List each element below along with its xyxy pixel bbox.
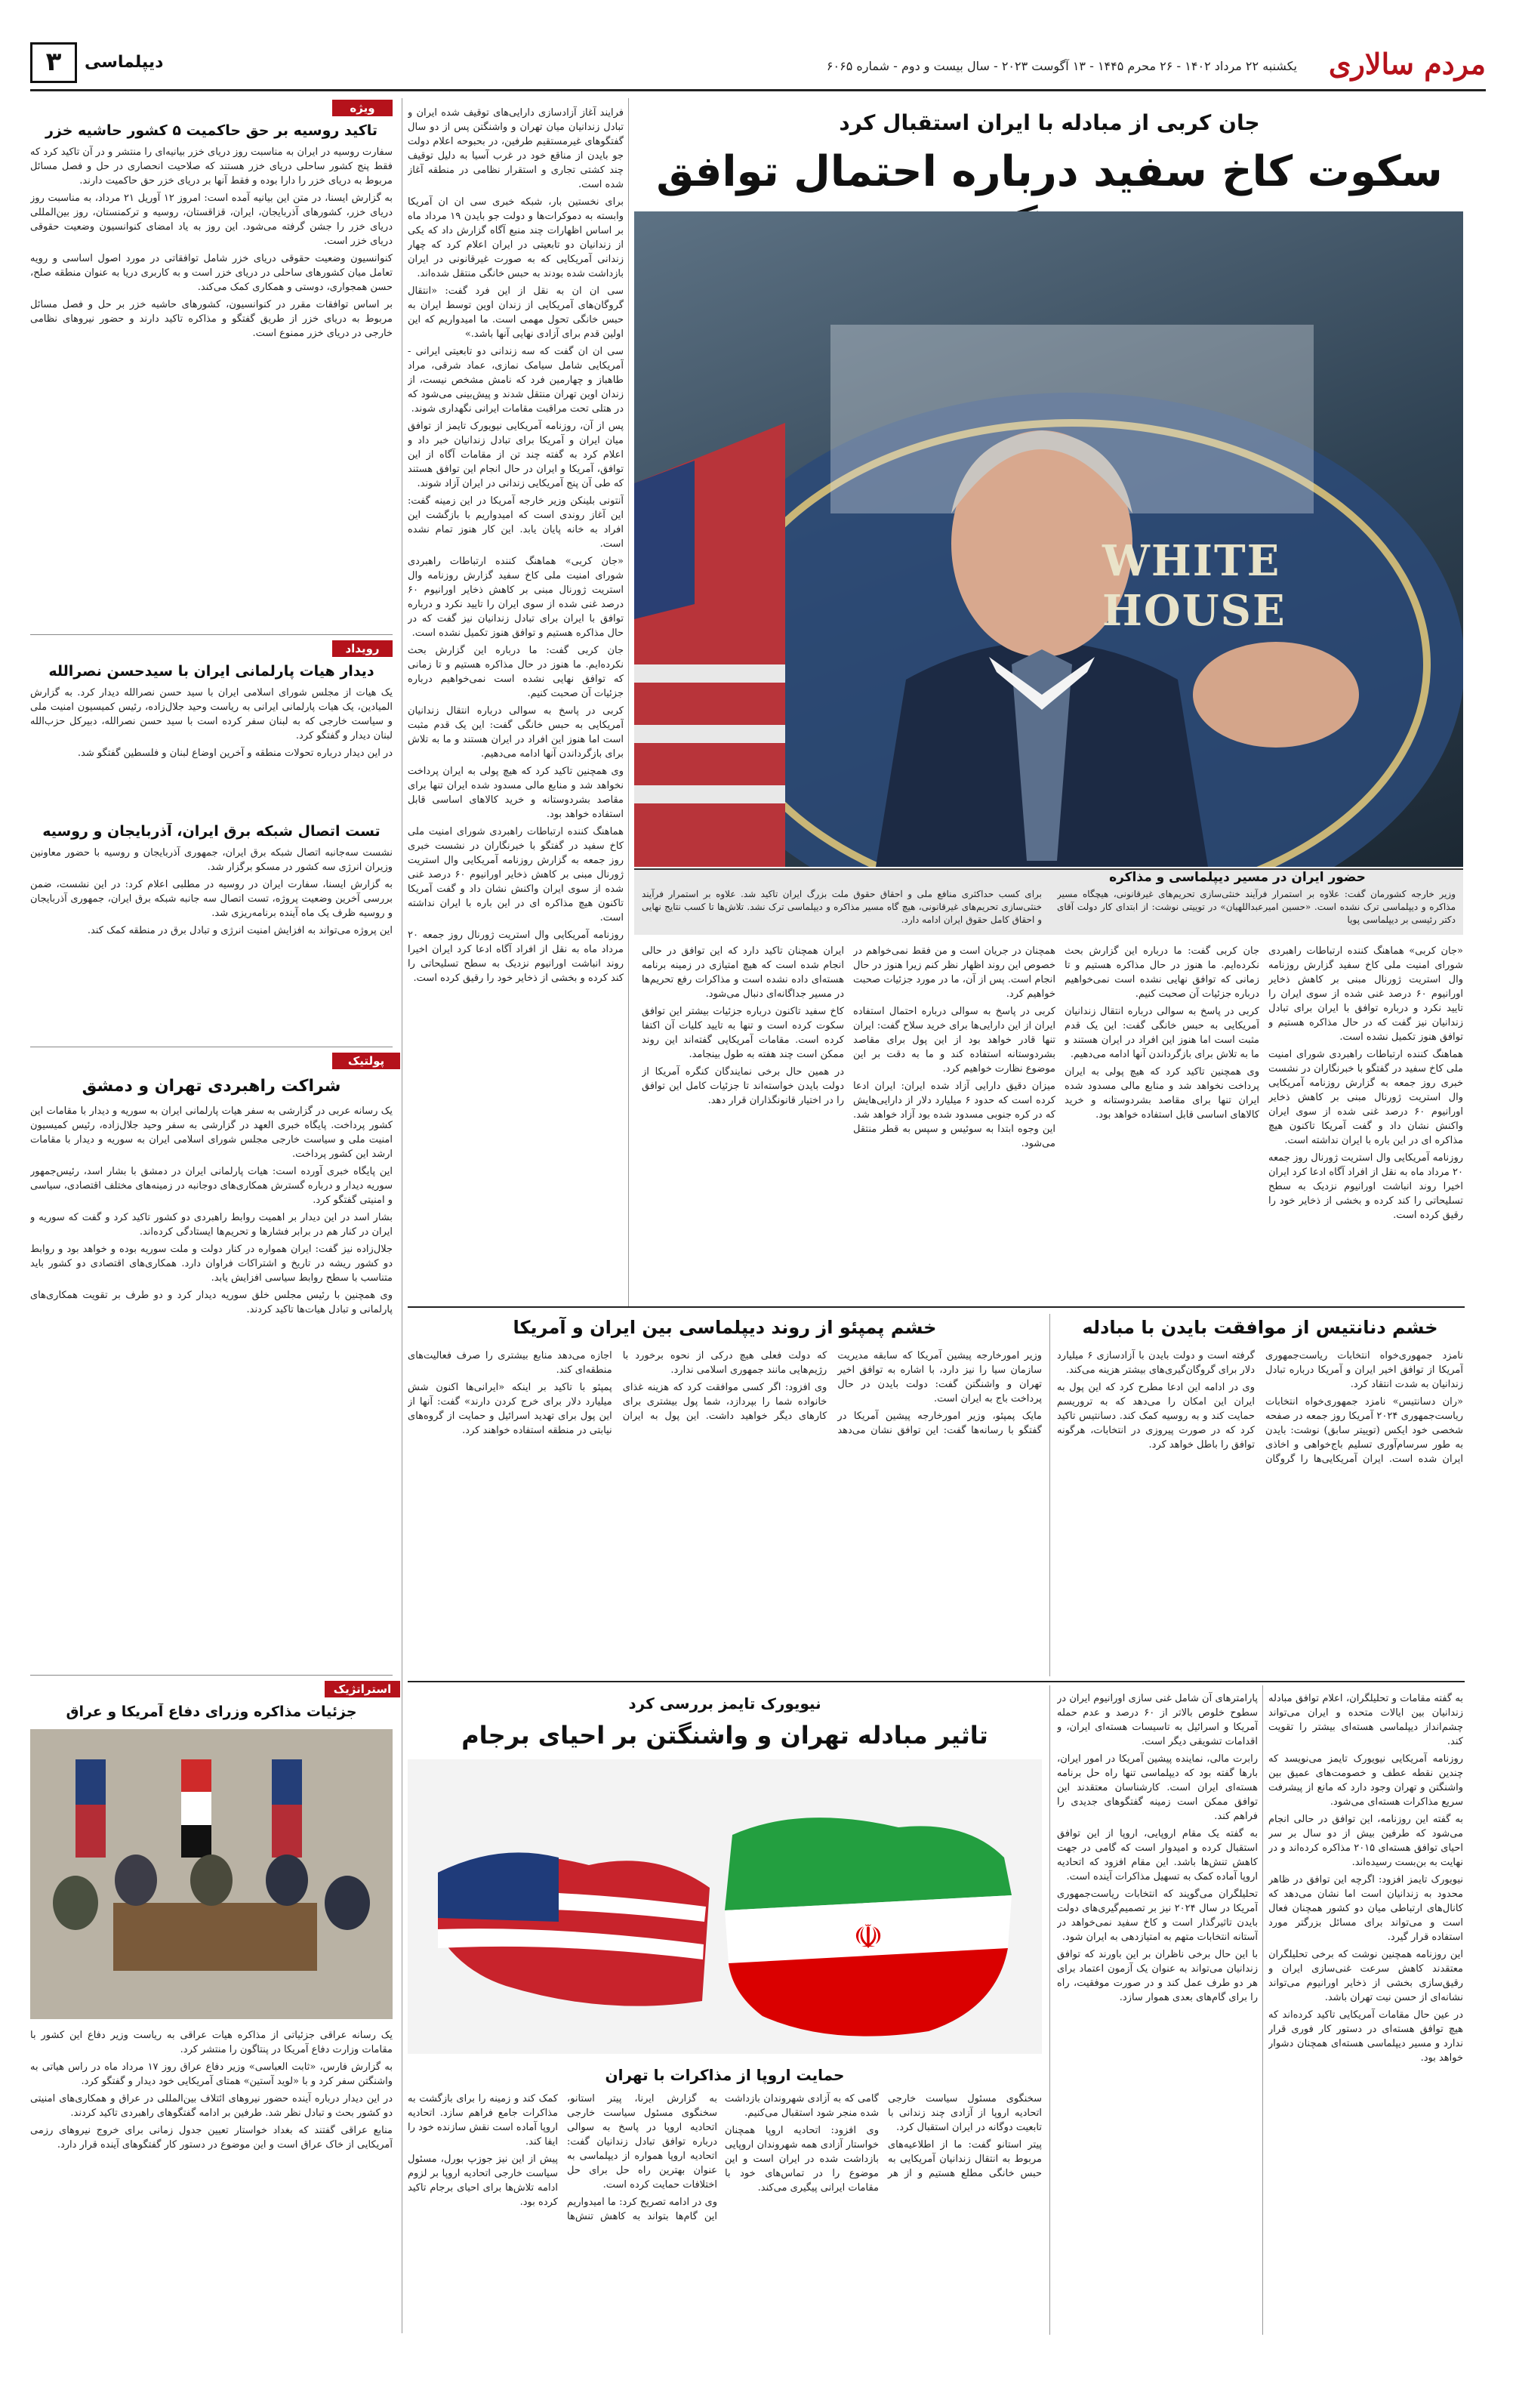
section3-subtitle: حمایت اروپا از مذاکرات با تهران [605, 2066, 845, 2084]
sidebar-para: منابع عراقی گفتند که بغداد خواستار تعیین جدول زمانی برای خروج نیروهای رزمی آمریکایی از خاک عراق است و این موضوع در دستور کار گفتگوهای آینده قرار دارد. [30, 2125, 393, 2151]
sidebar-para: نشست سه‌جانبه اتصال شبکه برق ایران، جمهوری آذربایجان و روسیه با حضور معاونین وزیران انرژی سه کشور در مسکو برگزار شد. [30, 847, 393, 873]
section3-para: به گفته این روزنامه، این توافق در حالی انجام می‌شود که طرفین بیش از دو سال بر سر احیای توافق هسته‌ای ۲۰۱۵ مذاکره کرده‌اند و در نهایت به بن‌بست رسیده‌اند. [1268, 1814, 1463, 1868]
sidebar-kicker-5: استراتژیک [325, 1681, 400, 1697]
lead-body-col-3 [853, 944, 1055, 1299]
sidebar-para: بشار اسد در این دیدار بر اهمیت روابط راهبردی دو کشور تاکید کرد و گفت که سوریه و ایران در کنار هم در برابر فشارها و تحریم‌ها ایستادگی کرده‌اند. [30, 1212, 393, 1238]
sidebar-para: این پایگاه خبری آورده است: هیات پارلمانی ایران در دمشق با بشار اسد، رئیس‌جمهور سوریه دیدار و درباره گسترش همکاری‌های دوجانبه در زمینه‌های مختلف اقتصادی، سیاسی و امنیتی گفتگو کرد. [30, 1166, 393, 1206]
sidebar-body-4 [30, 1104, 393, 1663]
usa-flag-map [438, 1852, 710, 2006]
lead-para: ایران همچنان تاکید دارد که این توافق در حالی انجام شده است که هیچ امتیازی در زمینه برنامه هسته‌ای داده نشده است و مذاکرات رفع تحریم‌ها در مسیر جداگانه‌ای دنبال می‌شود. [642, 945, 844, 1000]
lead-side-col-a [408, 106, 624, 1299]
dateline: یکشنبه ۲۲ مرداد ۱۴۰۲ - ۲۶ محرم ۱۴۴۵ - ۱۳ آگوست ۲۰۲۳ - سال بیست و دوم - شماره ۶۰۶۵ [826, 59, 1297, 73]
section2-para: وی افزود: اگر کسی موافقت کرد که هزینه غذای خانواده شما را بپردازد، شما پول بیشتری برای کارهای دیگر خواهید داشت. این پول به ایران اجازه می‌دهد منابع بیشتری را صرف فعالیت‌های منطقه‌ای کند. [408, 1350, 827, 1422]
section3-para: وی افزود: اتحادیه اروپا همچنان خواستار آزادی همه شهروندان اروپایی بازداشت شده در ایران است و این موضوع را در تماس‌های خود با مقامات ایرانی پیگیری می‌کند. [725, 2125, 879, 2194]
lead-para: برای نخستین بار، شبکه خبری سی ان ان آمریکا وابسته به دموکرات‌ها و دولت جو بایدن ۱۹ مرداد ماه بر اساس اظهارات چند منبع آگاه گزارش داد که یکی از زندانیان دو تابعیتی در ایران اعلام کرد که چهار زندانی آمریکایی که به صورت غیرقانونی در ایران بازداشت شده بودند به حبس خانگی منتقل شده‌اند. [408, 196, 624, 279]
lead-body-col-2 [1065, 944, 1259, 1299]
lead-title: سکوت کاخ سفید درباره احتمال توافق [656, 147, 1443, 196]
lead-para: همچنان در جریان است و من فقط نمی‌خواهم در خصوص این روند اظهار نظر کنم زیرا هنوز در حال انجام است. پس از آن، ما در مورد جزئیات صحبت خواهیم کرد. [853, 945, 1055, 1000]
lead-caption-right: وزیر خارجه کشورمان گفت: علاوه بر استمرار فرآیند خنثی‌سازی تحریم‌های غیرقانونی، هیچگاه مسیر مذاکره و دیپلماسی ترک نشده است. «حسین امیرعبداللهیان» در توییتی نوشت: از ابتدای کار دولت آقای دکتر رئیسی بر دیپلماسی پویا [1057, 889, 1456, 925]
newspaper-logo: مردم سالاری [1328, 47, 1486, 81]
page-number: ۳ [30, 42, 77, 83]
sidebar-para: به گزارش فارس، «ثابت العباسی» وزیر دفاع عراق روز ۱۷ مرداد ماه در راس هیاتی به واشنگتن سفر کرد و با «لوید آستین» همتای آمریکایی خود دیدار و گفتگو کرد. [30, 2061, 393, 2087]
sidebar-rule [30, 1675, 393, 1676]
header-rule [30, 89, 1486, 91]
lead-para: پس از آن، روزنامه آمریکایی نیویورک تایمز از توافق میان ایران و آمریکا برای تبادل زندانیان خبر داد و اعلام کرد به گفته چند تن از مقامات آگاه از این توافق، آمریکا و ایران در حال انجام این توافق هستند که طی آن پنج آمریکایی زندانی در ایران آزاد شوند. [408, 421, 624, 489]
lead-para: هماهنگ کننده ارتباطات راهبردی شورای امنیت ملی کاخ سفید در گفتگو با خبرنگاران در نشست خبری روز جمعه به گزارش روزنامه آمریکایی وال استریت ژورنال مبنی بر کاهش ذخایر اورانیوم ۶۰ درصد غنی شده از سوی ایران واکنش نشان داد و گفت آمریکا تاکنون هیچ مذاکره ای در این باره با ایران نداشته است. [1268, 1049, 1463, 1146]
section2-para: مایک پمپئو، وزیر امورخارجه پیشین آمریکا در گفتگو با رسانه‌ها گفت: این توافق نشان می‌دهد که دولت فعلی هیچ درکی از نحوه برخورد با رژیم‌هایی مانند جمهوری اسلامی ندارد. [622, 1350, 1042, 1436]
section2-mid-title: خشم پمپئو از روند دیپلماسی بین ایران و آمریکا [513, 1317, 937, 1338]
iran-usa-flags-image [408, 1759, 1042, 2054]
sidebar-para: جلال‌زاده نیز گفت: ایران همواره در کنار دولت و ملت سوریه بوده و خواهد بود و روابط دو کشور ریشه در تاریخ و اشتراکات فراوان دارد. همکاری‌های اقتصادی دو کشور باید متناسب با سطح روابط سیاسی افزایش یابد. [30, 1244, 393, 1284]
section3-para: با این حال برخی ناظران بر این باورند که توافق زندانیان می‌تواند به عنوان یک آزمون اعتماد برای هر دو طرف عمل کند و در صورت موفقیت، راه را برای گام‌های بعدی هموار سازد. [1057, 1949, 1258, 2003]
sidebar-title-2: دیدار هیات پارلمانی ایران با سیدحسن نصرالله [48, 663, 374, 680]
section3-para: به گفته مقامات و تحلیلگران، اعلام توافق مبادله زندانیان بین ایالات متحده و ایران می‌تواند چشم‌انداز دیپلماسی هسته‌ای بیشتر را تقویت کند. [1268, 1693, 1463, 1747]
lead-para: جان کربی گفت: ما درباره این گزارش بحث نکرده‌ایم. ما هنوز در حال مذاکره هستیم و تا زمانی که توافق نهایی نشده است نمی‌خواهیم درباره جزئیات آن صحبت کنیم. [1065, 945, 1259, 1000]
section3-right-body [1268, 1691, 1463, 2333]
sidebar-title-4: شراکت راهبردی تهران و دمشق [82, 1077, 341, 1096]
section3-para: سخنگوی مسئول سیاست خارجی اتحادیه اروپا از آزادی چند زندانی با تابعیت دوگانه در ایران استقبال کرد. [888, 2093, 1042, 2133]
sidebar-body-1 [30, 145, 393, 628]
sidebar-para: یک هیات از مجلس شورای اسلامی ایران با سید حسن نصرالله دیدار کرد. به گزارش المیادین، یک هیات پارلمانی ایرانی به ریاست وحید جلال‌زاده، رئیس کمیسیون امنیت ملی و سیاست خارجی که به لبنان سفر کرده است با سید حسن نصرالله، دبیرکل حزب‌الله لبنان دیدار و گفتگو کرد. [30, 687, 393, 742]
lead-para: فرایند آغاز آزادسازی دارایی‌های توقیف شده ایران و تبادل زندانیان میان تهران و واشنگتن پس از دو سال گفتگوهای غیرمستقیم طرفین، در بحبوحه اعلام دولت جو بایدن از مناقع خود در غرب آسیا به دلیل توقیف چند کشتی تجاری و استقرار نظامی در منطقه آغاز شده است. [408, 107, 624, 190]
section3-para: روزنامه آمریکایی نیویورک تایمز می‌نویسد که چندین نقطه عطف و خصومت‌های عمیق بین واشنگتن و تهران وجود دارد که مانع از پیشرفت سریع مذاکرات هسته‌ای می‌شود. [1268, 1753, 1463, 1808]
section3-para: نیویورک تایمز افزود: اگرچه این توافق در ظاهر محدود به زندانیان است اما نشان می‌دهد که کانال‌های ارتباطی میان دو کشور همچنان فعال است و می‌تواند برای مسائل بزرگتر مورد استفاده قرار گیرد. [1268, 1874, 1463, 1943]
sidebar-para: بر اساس توافقات مقرر در کنوانسیون، کشورهای حاشیه خزر بر حل و فصل مسائل مربوط به دریای خزر از طریق گفتگو و مذاکره تاکید دارند و حضور نیروهای نظامی خارجی در دریای خزر ممنوع است. [30, 299, 393, 339]
photo-sign-text: WHITE HOUSE [1102, 536, 1286, 636]
lead-para: در همین حال برخی نمایندگان کنگره آمریکا از دولت بایدن خواسته‌اند تا جزئیات کامل این توافق را در اختیار قانونگذاران قرار دهد. [642, 1066, 844, 1106]
col-divider [1262, 1685, 1263, 2335]
sidebar-para: در این دیدار درباره آینده حضور نیروهای ائتلاف بین‌المللی در عراق و همکاری‌های امنیتی دو کشور بحث و تبادل نظر شد. طرفین بر ادامه گفتگوهای راهبردی تاکید کردند. [30, 2093, 393, 2119]
col-divider [628, 98, 629, 1306]
lead-para: روزنامه آمریکایی وال استریت ژورنال روز جمعه ۲۰ مرداد ماه به نقل از افراد آگاه ادعا کرد ایران اخیرا روند انباشت اورانیوم نزدیک به سطح تسلیحاتی را کند کرده و بخشی از ذخایر خود را رقیق کرده است. [1268, 1152, 1463, 1221]
lead-para: «جان کربی» هماهنگ کننده ارتباطات راهبردی شورای امنیت ملی کاخ سفید گزارش روزنامه وال استریت ژورنال مبنی بر کاهش ذخایر اورانیوم ۶۰ درصد غنی شده از سوی ایران را تایید نکرد و درباره توافق با ایران برای تبادل زندانیان نیز گفت که در حال مذاکره هستیم و توافق هنوز تکمیل نشده است. [408, 556, 624, 639]
lead-caption-left: برای کسب حداکثری منافع ملی و احقاق حقوق ملت بزرگ ایران تاکید شد. علاوه بر استمرار فرآیند خنثی‌سازی تحریم‌های غیرقانونی، هیچ گاه مسیر مذاکره و دیپلماسی ترک نشد. تلاش‌ها تا کسب نتایج نهایی و احقاق کامل حقوق ایران ادامه دارد. [642, 889, 1042, 925]
section3-para: پیش از این نیز جوزپ بورل، مسئول سیاست خارجی اتحادیه اروپا بر لزوم ادامه تلاش‌ها برای احیای برجام تاکید کرده بود. [408, 2154, 558, 2208]
sidebar-para: در این دیدار درباره تحولات منطقه و آخرین اوضاع لبنان و فلسطین گفتگو شد. [77, 748, 393, 759]
section2-para: وزیر امورخارجه پیشین آمریکا که سابقه مدیریت سازمان سیا را نیز دارد، با اشاره به توافق اخیر تهران و واشنگتن گفت: دولت بایدن در حال پرداخت باج به ایران است. [837, 1350, 1042, 1404]
masthead [30, 42, 1486, 85]
lead-kicker: جان کربی از مبادله با ایران استقبال کرد [839, 110, 1260, 135]
section3-para: رابرت مالی، نماینده پیشین آمریکا در امور ایران، بارها گفته بود که دیپلماسی تنها راه حل برنامه هسته‌ای ایران است. کارشناسان معتقدند این توافق ممکن است زمینه گفتگوهای جدیدی را فراهم کند. [1057, 1753, 1258, 1822]
section3-para: به گفته یک مقام اروپایی، اروپا از این توافق استقبال کرده و امیدوار است که گامی در جهت کاهش تنش‌ها باشد. این مقام افزود که اتحادیه اروپا آماده کمک به تسهیل مذاکرات آینده است. [1057, 1828, 1258, 1882]
lead-para: کربی در پاسخ به سوالی درباره احتمال استفاده ایران از این دارایی‌ها برای خرید سلاح گفت: ایران تنها قادر خواهد بود از این پول برای مقاصد بشردوستانه استفاده کند و ما به دقت بر این موضوع نظارت خواهیم کرد. [853, 1006, 1055, 1075]
section2-rule [408, 1306, 1465, 1308]
sidebar-para: یک رسانه عراقی جزئیاتی از مذاکره هیات عراقی به ریاست وزیر دفاع این کشور با مقامات وزارت دفاع آمریکا در پنتاگون را منتشر کرد. [30, 2030, 393, 2055]
col-divider [1049, 1314, 1050, 1676]
sidebar-para: این پروژه می‌تواند به افزایش امنیت انرژی و تبادل برق در منطقه کمک کند. [87, 925, 393, 936]
section2-para: «ران دسانتیس» نامزد جمهوری‌خواه انتخابات ریاست‌جمهوری ۲۰۲۴ آمریکا روز جمعه در صفحه شخصی خود ایکس (توییتر سابق) نوشت: بایدن به طور سرسام‌آوری تسلیم باج‌خواهی و اخاذی ایران شده است. ایران آمریکایی‌ها را گروگان گرفته است و دولت بایدن با آزادسازی ۶ میلیارد دلار برای گروگان‌گیری‌های بیشتر هزینه می‌کند. [1057, 1350, 1463, 1465]
flags-illustration [408, 1759, 1042, 2054]
section3-title: تاثیر مبادله تهران و واشنگتن بر احیای برجام [461, 1721, 988, 1750]
section3-para: پارامترهای آن شامل غنی سازی اورانیوم ایران در سطوح خلوص بالاتر از ۶۰ درصد و عدم حمله آمریکا و اسرائیل به تاسیسات هسته‌ای ایران، و اقدامات تشویقی دیگر است. [1057, 1693, 1258, 1747]
lead-body-col-4 [642, 944, 844, 1299]
lead-para: کاخ سفید تاکنون درباره جزئیات بیشتر این توافق سکوت کرده است و تنها به تایید کلیات آن اکتفا کرده است. مقامات آمریکایی گفته‌اند این روند ممکن است چند هفته به طول بینجامد. [642, 1006, 844, 1060]
sidebar-para: وی همچنین با رئیس مجلس خلق سوریه دیدار کرد و دو طرف بر تقویت همکاری‌های پارلمانی و تبادل هیات‌ها تاکید کردند. [30, 1290, 393, 1315]
section2-right-body [1057, 1349, 1463, 1673]
lead-para: «جان کربی» هماهنگ کننده ارتباطات راهبردی شورای امنیت ملی کاخ سفید گزارش روزنامه وال استریت ژورنال مبنی بر کاهش ذخایر اورانیوم ۶۰ درصد غنی شده از سوی ایران را تایید نکرد و درباره توافق با ایران برای تبادل زندانیان نیز گفت که در حال مذاکره هستیم و توافق هنوز تکمیل نشده است. [1268, 945, 1463, 1043]
lead-body-col-1 [1268, 944, 1463, 1299]
lead-para: آنتونی بلینکن وزیر خارجه آمریکا در این زمینه گفت: این آغاز روندی است که امیدواریم با بازگشت این افراد به خانه پایان یابد. این کار هنوز تمام نشده است. [408, 495, 624, 550]
sidebar-title-1: تاکید روسیه بر حق حاکمیت ۵ کشور حاشیه خزر [45, 122, 378, 139]
lead-caption-title: حضور ایران در مسیر دیپلماسی و مذاکره [1109, 870, 1366, 885]
section2-para: نامزد جمهوری‌خواه انتخابات ریاست‌جمهوری آمریکا از توافق اخیر ایران و آمریکا درباره تبادل زندانیان به شدت انتقاد کرد. [1265, 1350, 1463, 1390]
section2-right-title: خشم دنانتیس از موافقت بایدن با مبادله [1082, 1317, 1438, 1338]
section3-sub-left [408, 2092, 717, 2333]
sidebar-para: سفارت روسیه در ایران به مناسبت روز دریای خزر بیانیه‌ای را منتشر و در آن تاکید کرد که فقط پنج کشور ساحلی دریای خزر هستند که صلاحیت انحصاری در حل و فصل مسائل مربوط به دریای خزر را دارا بوده و فقط آنها بر دریای خزر حق حاکمیت دارند. [30, 146, 393, 187]
lead-para: میزان دقیق دارایی آزاد شده ایران: ایران ادعا کرده است که حدود ۶ میلیارد دلار از دارایی‌هایش که در کره جنوبی مسدود شده بود آزاد خواهد شد. این وجوه ابتدا به سوئیس و سپس به قطر منتقل می‌شود. [853, 1081, 1055, 1149]
lead-photo [634, 211, 1463, 867]
section3-sub-right [725, 2092, 1042, 2333]
section3-para: تحلیلگران می‌گویند که انتخابات ریاست‌جمهوری آمریکا در سال ۲۰۲۴ نیز بر تصمیم‌گیری‌های دولت بایدن تاثیرگذار است و کاخ سفید نمی‌خواهد در آستانه انتخابات متهم به امتیازدهی به ایران شود. [1057, 1888, 1258, 1943]
section3-kicker: نیویورک تایمز بررسی کرد [628, 1694, 821, 1713]
section2-mid-body [408, 1349, 1042, 1673]
sidebar-para: به گزارش ایسنا، سفارت ایران در روسیه در مطلبی اعلام کرد: در این نشست، ضمن بررسی آخرین وضعیت پروژه، تست اتصال سه جانبه شبکه برق ایران، جمهوری آذربایجان و روسیه ظرف یک ماه آینده برنامه‌ریزی شد. [30, 879, 393, 919]
lead-para: روزنامه آمریکایی وال استریت ژورنال روز جمعه ۲۰ مرداد ماه به نقل از افراد آگاه ادعا کرد ایران اخیرا روند انباشت اورانیوم نزدیک به سطح تسلیحاتی را کند کرده و بخشی از ذخایر خود را رقیق کرده است. [408, 930, 624, 984]
lead-para: سی ان ان به نقل از این فرد گفت: «انتقال گروگان‌های آمریکایی از زندان اوین توسط ایران به حبس خانگی تحول مهمی است. ما امیدواریم که این اولین قدم برای آزادی نهایی آنها باشد.» [408, 285, 624, 340]
lead-para: وی همچنین تاکید کرد که هیچ پولی به ایران پرداخت نخواهد شد و منابع مالی مسدود شده ایران تنها برای مقاصد بشردوستانه و خرید کالاهای اساسی قابل استفاده خواهد بود. [408, 766, 624, 820]
section3-para: وی در ادامه تصریح کرد: ما امیدواریم این گام‌ها بتواند به کاهش تنش‌ها کمک کند و زمینه را برای بازگشت به مذاکرات جامع فراهم سازد. اتحادیه اروپا آماده است نقش سازنده خود را ایفا کند. [408, 2093, 717, 2222]
lead-para: کربی در پاسخ به سوالی درباره انتقال زندانیان آمریکایی به حبس خانگی گفت: این یک قدم مثبت است اما هنوز این افراد در ایران هستند و ما به تلاش برای بازگرداندن آنها ادامه می‌دهیم. [1065, 1006, 1259, 1060]
section-label: دیپلماسی [85, 53, 164, 72]
section3-para: به گزارش ایرنا، پیتر استانو، سخنگوی مسئول سیاست خارجی اتحادیه اروپا در پاسخ به سوالی درباره توافق تبادل زندانیان گفت: اتحادیه اروپا همواره از دیپلماسی به عنوان بهترین راه حل برای حل اختلافات حمایت کرده است. [567, 2093, 717, 2191]
lead-para: سی ان ان گفت که سه زندانی دو تابعیتی ایرانی - آمریکایی شامل سیامک نمازی، عماد شرقی، مراد طاهباز و چهارمین فرد که نامش مشخص نیست، از زندان اوین تهران منتقل شدند و پیش‌بینی می‌شود که در هتلی تحت مراقبت مقامات ایرانی نگهداری شوند. [408, 346, 624, 415]
lead-para: جان کربی گفت: ما درباره این گزارش بحث نکرده‌ایم. ما هنوز در حال مذاکره هستیم و تا زمانی که توافق نهایی نشده است نمی‌خواهیم درباره جزئیات آن صحبت کنیم. [408, 645, 624, 699]
section3-para: پیتر استانو گفت: ما از اطلاعیه‌های مربوط به انتقال زندانیان آمریکایی به حبس خانگی مطلع هستیم و از هر گامی که به آزادی شهروندان بازداشت شده منجر شود استقبال می‌کنیم. [725, 2093, 1042, 2179]
svg-text:☫: ☫ [853, 1918, 883, 1956]
defense-ministers-meeting-image [30, 1729, 393, 2019]
section3-mid-body [1057, 1691, 1258, 2333]
lead-para: کربی در پاسخ به سوالی درباره انتقال زندانیان آمریکایی به حبس خانگی گفت: این یک قدم مثبت است اما هنوز این افراد در ایران هستند و ما به تلاش برای بازگرداندن آنها ادامه می‌دهیم. [408, 705, 624, 760]
col-divider [1049, 1685, 1050, 2335]
iran-flag-map [725, 1818, 1012, 2036]
sidebar-para: یک رسانه عربی در گزارشی به سفر هیات پارلمانی ایران به سوریه و دیدار با مقامات این کشور پرداخت. پایگاه خبری العهد در گزارشی به سفر وحید جلال‌زاده، رئیس کمیسیون امنیت ملی و سیاست خارجی مجلس شورای اسلامی ایران به سوریه و دیدار با مقامات ارشد این کشور پرداخت. [30, 1105, 393, 1160]
sidebar-body-3 [30, 846, 393, 1042]
section3-para: این روزنامه همچنین نوشت که برخی تحلیلگران معتقدند کاهش سرعت غنی‌سازی ایران و رقیق‌سازی بخشی از ذخایر اورانیوم می‌تواند نشانه‌ای از حسن نیت تهران باشد. [1268, 1949, 1463, 2003]
lead-para: هماهنگ کننده ارتباطات راهبردی شورای امنیت ملی کاخ سفید در گفتگو با خبرنگاران در نشست خبری روز جمعه به گزارش روزنامه آمریکایی وال استریت ژورنال مبنی بر کاهش ذخایر اورانیوم ۶۰ درصد غنی شده از سوی ایران واکنش نشان داد و گفت آمریکا تاکنون هیچ مذاکره ای در این باره با ایران نداشته است. [408, 826, 624, 923]
sidebar-kicker-2: رویداد [332, 640, 393, 657]
sidebar-para: کنوانسیون وضعیت حقوقی دریای خزر شامل توافقاتی در مورد اصول اساسی و رویه تعامل میان کشورهای ساحلی در دریای خزر است و به کاربری دریا به عنوان منطقه صلح، حسن همجواری، دوستی و همکاری کمک می‌کند. [30, 253, 393, 293]
section2-para: پمپئو با تاکید بر اینکه «ایرانی‌ها اکنون شش میلیارد دلار برای خرج کردن دارند» گفت: آنها از این پول برای تهدید اسرائیل و حمایت از گروه‌های نیابتی در منطقه استفاده خواهند کرد. [408, 1382, 612, 1436]
section3-para: در عین حال مقامات آمریکایی تاکید کرده‌اند که هیچ توافق هسته‌ای در دستور کار فوری قرار ندارد و مسیر دیپلماسی هسته‌ای همچنان دشوار خواهد بود. [1268, 2009, 1463, 2064]
section3-rule [408, 1681, 1465, 1682]
sidebar-title-5: جزئیات مذاکره وزرای دفاع آمریکا و عراق [66, 1703, 357, 1720]
sidebar-kicker-1: ویژه [332, 100, 393, 116]
sidebar-body-2 [30, 686, 393, 814]
section2-para: وی در ادامه این ادعا مطرح کرد که این پول به ایران این امکان را می‌دهد که به تروریسم حمایت کند و به روسیه کمک کند. دسانتیس تاکید کرد که در صورت پیروزی در انتخابات، هرگونه توافق را باطل خواهد کرد. [1057, 1382, 1255, 1451]
sidebar-rule [30, 634, 393, 635]
lead-para: وی همچنین تاکید کرد که هیچ پولی به ایران پرداخت نخواهد شد و منابع مالی مسدود شده ایران تنها برای مقاصد بشردوستانه و خرید کالاهای اساسی قابل استفاده خواهد بود. [1065, 1066, 1259, 1121]
sidebar-title-3: تست اتصال شبکه برق ایران، آذربایجان و روسیه [42, 823, 381, 840]
sidebar-body-5 [30, 2028, 393, 2330]
sidebar-kicker-4: پولتیک [332, 1053, 400, 1069]
sidebar-meeting-photo [30, 1729, 393, 2019]
sidebar-para: به گزارش ایسنا، در متن این بیانیه آمده است: امروز ۱۲ آوریل ۲۱ مرداد، به مناسبت روز دریای خزر، کشورهای آذربایجان، ایران، قزاقستان، روسیه و ترکمنستان، روز بین‌المللی دریای خزر را جشن گرفته می‌شود. این روز به یاد امضای کنوانسیون وضعیت حقوقی دریای خزر است. [30, 193, 393, 247]
